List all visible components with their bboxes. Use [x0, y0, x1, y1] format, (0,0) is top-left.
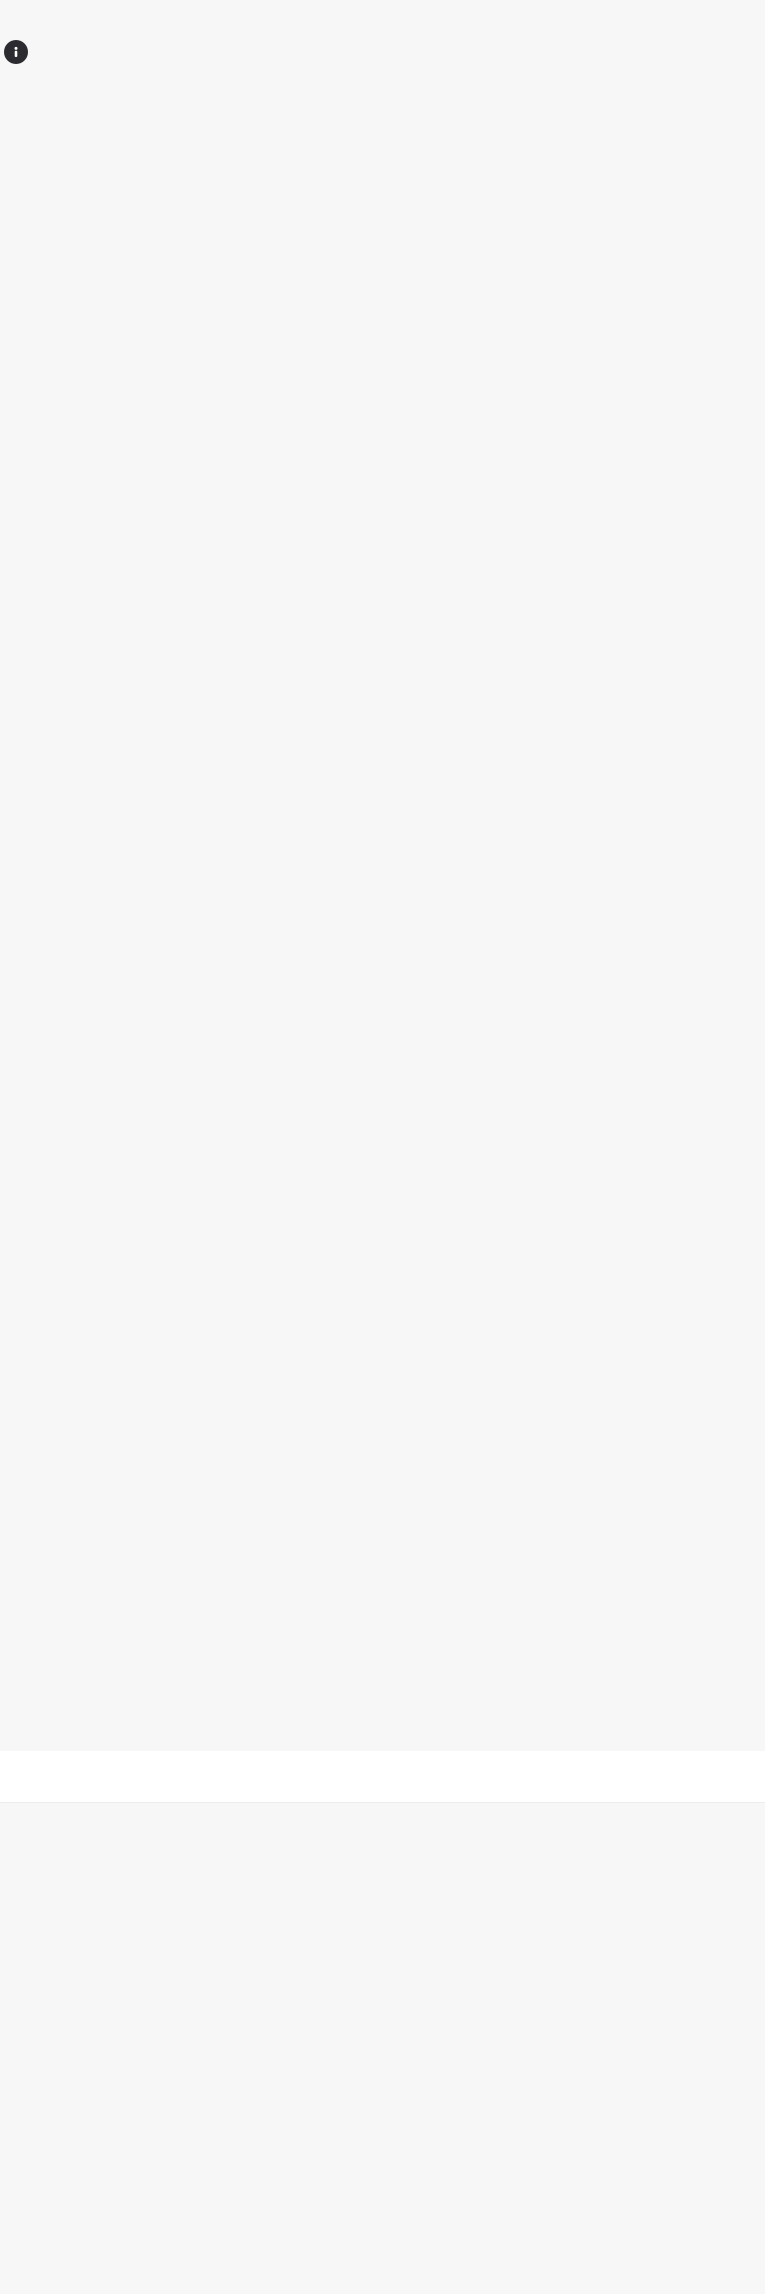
user-message-panel-continued	[0, 1802, 765, 2294]
info-icon	[9, 45, 23, 59]
page-gap	[0, 1751, 765, 1802]
user-avatar	[4, 40, 28, 64]
